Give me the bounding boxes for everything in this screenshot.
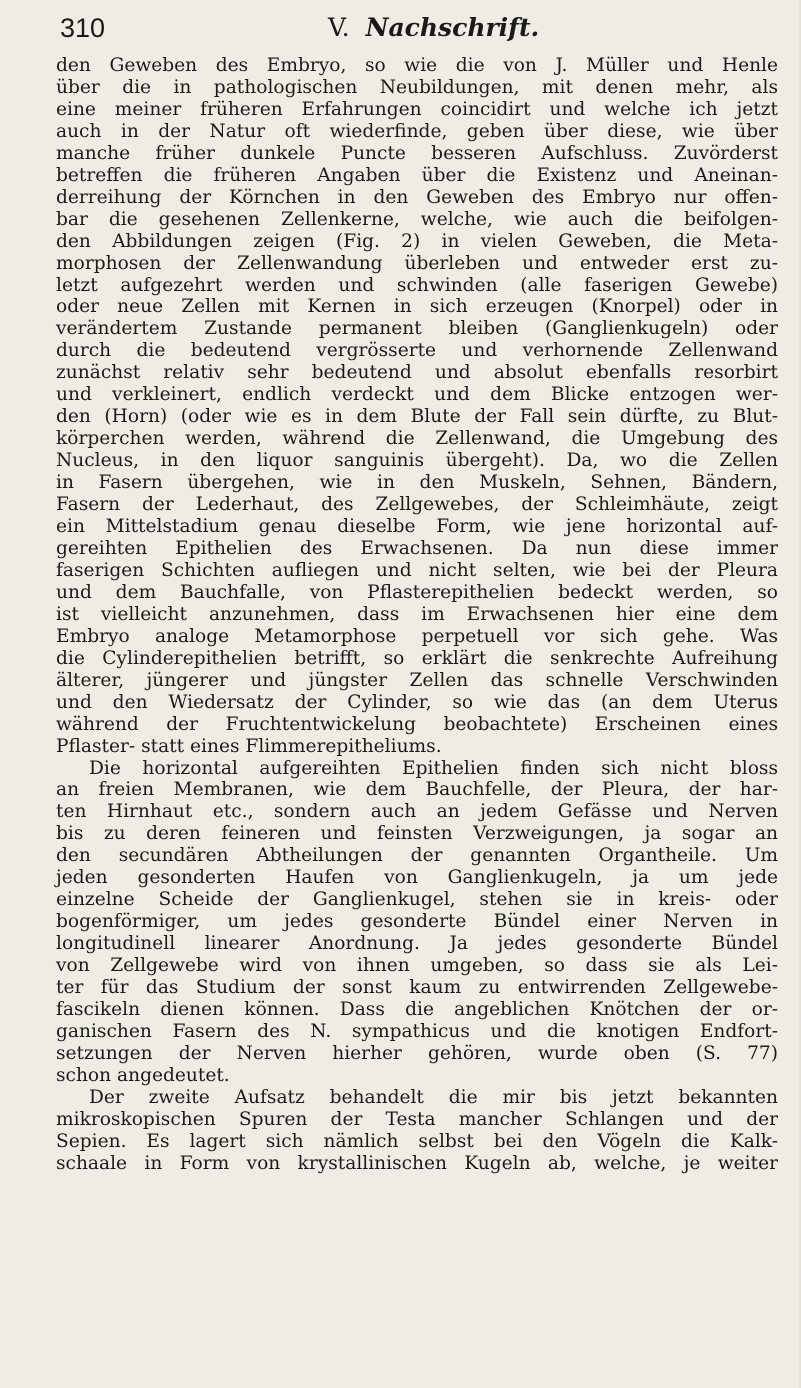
text-line: eine meiner früheren Erfahrungen coincidirt und welche ich jetzt: [56, 98, 778, 120]
text-line: einzelne Scheide der Ganglienkugel, stehen sie in kreis- oder: [56, 889, 778, 911]
text-line: und verkleinert, endlich verdeckt und dem Blicke entzogen wer-: [56, 384, 778, 406]
body-text: [56, 55, 778, 1175]
paragraph: [56, 758, 778, 1087]
paragraph: [56, 1087, 778, 1175]
text-line: und den Wiedersatz der Cylinder, so wie das (an dem Uterus: [56, 691, 778, 713]
text-line: betreffen die früheren Angaben über die Existenz und Aneinan-: [56, 164, 778, 186]
text-line: den Abbildungen zeigen (Fig. 2) in vielen Geweben, die Meta-: [56, 230, 778, 252]
text-line: von Zellgewebe wird von ihnen umgeben, so dass sie als Lei-: [56, 955, 778, 977]
text-line: Sepien. Es lagert sich nämlich selbst bei den Vögeln die Kalk-: [56, 1130, 778, 1152]
text-line: die Cylinderepithelien betrifft, so erklärt die senkrechte Aufreihung: [56, 647, 778, 669]
text-line: Nucleus, in den liquor sanguinis übergeht). Da, wo die Zellen: [56, 450, 778, 472]
text-line: derreihung der Körnchen in den Geweben des Embryo nur offen-: [56, 186, 778, 208]
text-line: manche früher dunkele Puncte besseren Aufschluss. Zuvörderst: [56, 142, 778, 164]
text-line: durch die bedeutend vergrösserte und verhornende Zellenwand: [56, 340, 778, 362]
text-line: mikroskopischen Spuren der Testa mancher Schlangen und der: [56, 1108, 778, 1130]
text-line: ein Mittelstadium genau dieselbe Form, wie jene horizontal auf-: [56, 516, 778, 538]
text-line: den Geweben des Embryo, so wie die von J. Müller und Henle: [56, 55, 778, 76]
text-line: Pflaster- statt eines Flimmerepitheliums.: [56, 735, 442, 757]
text-line: zunächst relativ sehr bedeutend und absolut ebenfalls resorbirt: [56, 362, 778, 384]
paragraph: [56, 55, 778, 758]
text-line: setzungen der Nerven hierher gehören, wurde oben (S. 77): [56, 1042, 778, 1064]
text-line: ist vielleicht anzunehmen, dass im Erwachsenen hier eine dem: [56, 603, 778, 625]
chapter-number: V.: [328, 13, 350, 42]
text-line: Embryo analoge Metamorphose perpetuell vor sich gehe. Was: [56, 625, 778, 647]
text-line: den secundären Abtheilungen der genannten Organtheile. Um: [56, 845, 778, 867]
text-line: während der Fruchtentwickelung beobachtete) Erscheinen eines: [56, 713, 778, 735]
running-head: [328, 13, 539, 42]
text-line: schon angedeutet.: [56, 1064, 230, 1086]
text-line: schaale in Form von krystallinischen Kugeln ab, welche, je weiter: [56, 1152, 778, 1174]
text-line: faserigen Schichten aufliegen und nicht selten, wie bei der Pleura: [56, 559, 778, 581]
text-line: ter für das Studium der sonst kaum zu entwirrenden Zellgewebe-: [56, 977, 778, 999]
text-line: Die horizontal aufgereihten Epithelien finden sich nicht bloss: [89, 757, 778, 779]
text-line: ten Hirnhaut etc., sondern auch an jedem Gefässe und Nerven: [56, 801, 778, 823]
page-header: [60, 13, 760, 53]
text-line: oder neue Zellen mit Kernen in sich erzeugen (Knorpel) oder in: [56, 296, 778, 318]
text-line: älterer, jüngerer und jüngster Zellen das schnelle Verschwinden: [56, 669, 778, 691]
text-line: an freien Membranen, wie dem Bauchfelle, der Pleura, der har-: [56, 779, 778, 801]
text-line: in Fasern übergehen, wie in den Muskeln, Sehnen, Bändern,: [56, 472, 778, 494]
text-line: Fasern der Lederhaut, des Zellgewebes, der Schleimhäute, zeigt: [56, 494, 778, 516]
chapter-title: Nachschrift.: [365, 13, 540, 42]
text-line: auch in der Natur oft wiederfinde, geben über diese, wie über: [56, 120, 778, 142]
text-line: ganischen Fasern des N. sympathicus und die knotigen Endfort-: [56, 1020, 778, 1042]
text-line: den (Horn) (oder wie es in dem Blute der Fall sein dürfte, zu Blut-: [56, 406, 778, 428]
text-line: jeden gesonderten Haufen von Ganglienkugeln, ja um jede: [56, 867, 778, 889]
text-line: verändertem Zustande permanent bleiben (Ganglienkugeln) oder: [56, 318, 778, 340]
text-line: bogenförmiger, um jedes gesonderte Bündel einer Nerven in: [56, 911, 778, 933]
text-line: körperchen werden, während die Zellenwand, die Umgebung des: [56, 428, 778, 450]
text-line: fascikeln dienen können. Dass die angeblichen Knötchen der or-: [56, 998, 778, 1020]
text-line: und dem Bauchfalle, von Pflasterepithelien bedeckt werden, so: [56, 581, 778, 603]
text-line: Der zweite Aufsatz behandelt die mir bis jetzt bekannten: [89, 1086, 778, 1108]
text-line: longitudinell linearer Anordnung. Ja jedes gesonderte Bündel: [56, 933, 778, 955]
text-line: letzt aufgezehrt werden und schwinden (alle faserigen Gewebe): [56, 274, 778, 296]
text-line: über die in pathologischen Neubildungen, mit denen mehr, als: [56, 76, 778, 98]
text-line: morphosen der Zellenwandung überleben und entweder erst zu-: [56, 252, 778, 274]
text-line: gereihten Epithelien des Erwachsenen. Da nun diese immer: [56, 537, 778, 559]
text-line: bis zu deren feineren und feinsten Verzweigungen, ja sogar an: [56, 823, 778, 845]
text-line: bar die gesehenen Zellenkerne, welche, wie auch die beifolgen-: [56, 208, 778, 230]
page-number: 310: [60, 13, 106, 43]
